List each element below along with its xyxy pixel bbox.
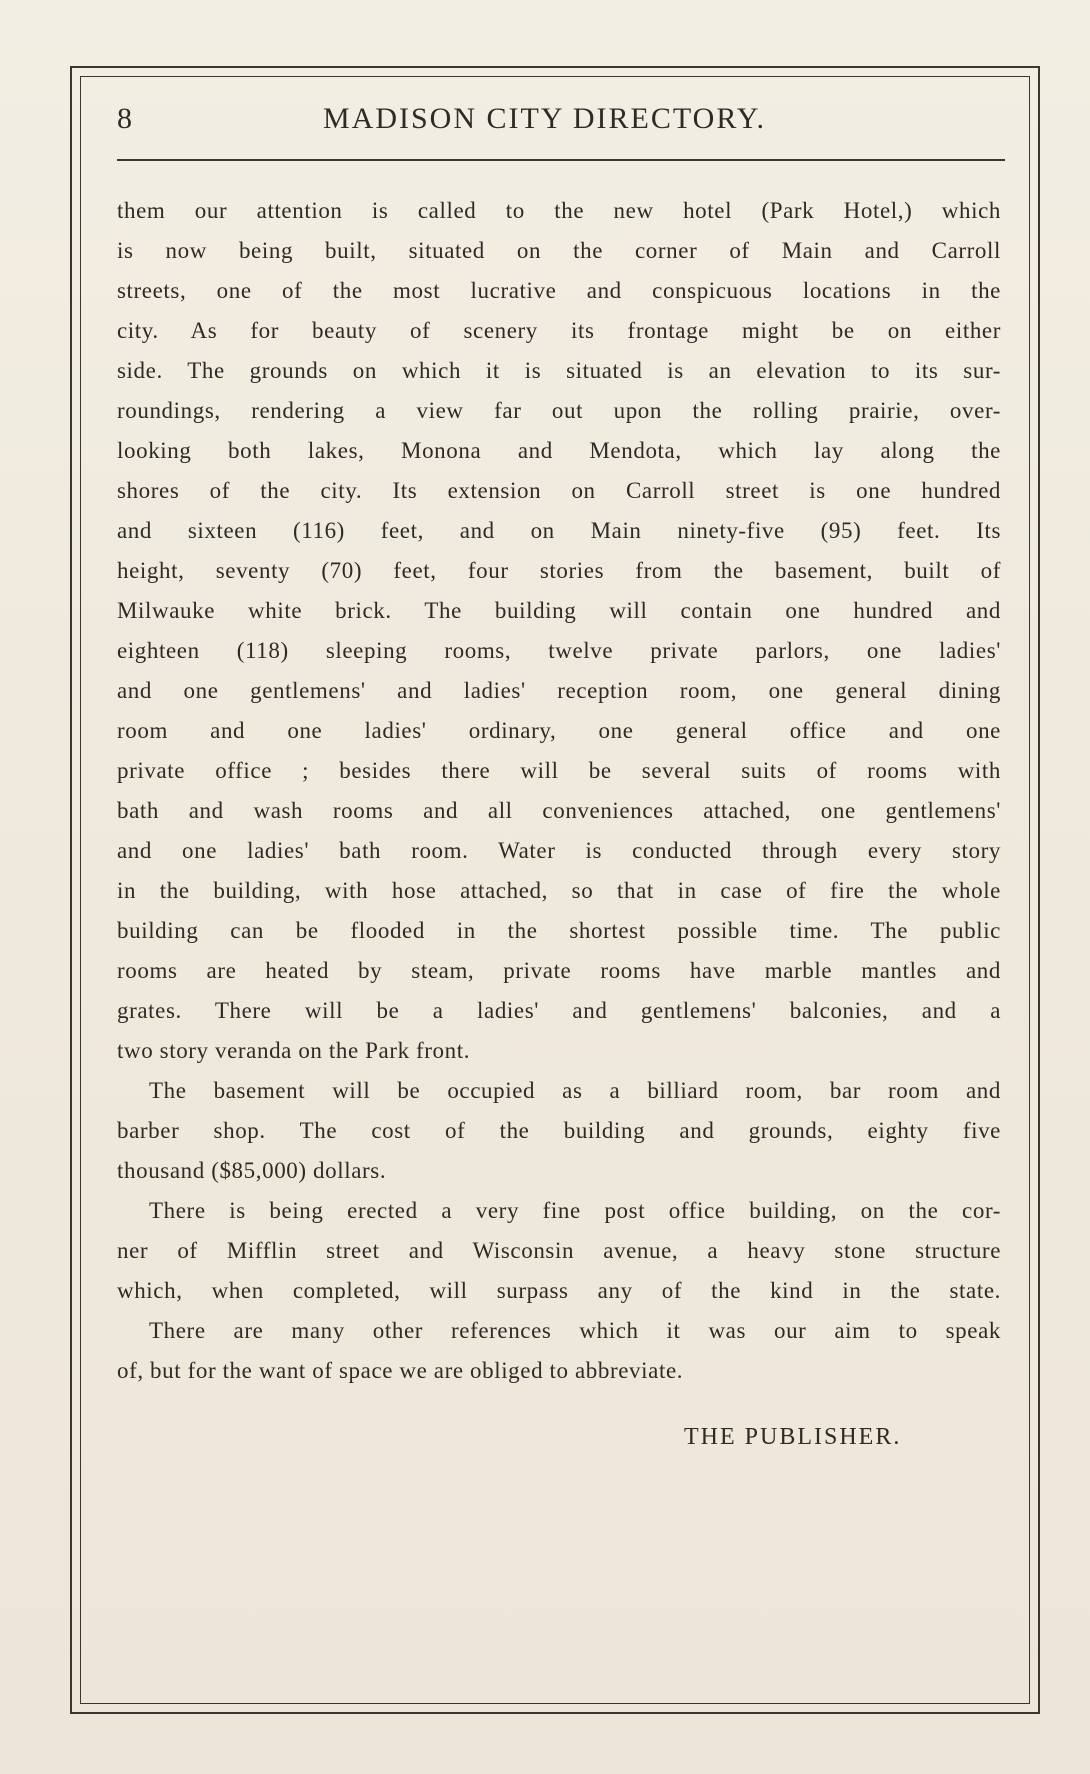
text-line: barber shop. The cost of the building and grounds, eighty five [117,1118,1001,1143]
text-line: side. The grounds on which it is situated is an elevation to its sur- [117,358,1001,383]
frame-outer-right [1038,66,1040,1714]
text-line: city. As for beauty of scenery its frontage might be on either [117,318,1001,343]
page-number: 8 [117,102,133,135]
text-line: two story veranda on the Park front. [117,1038,471,1063]
text-line: and one gentlemens' and ladies' reception room, one general dining [117,678,1001,703]
text-line: There is being erected a very fine post office building, on the cor- [149,1198,1001,1223]
body-text [117,191,1001,1391]
text-line: is now being built, situated on the corner of Main and Carroll [117,238,1001,263]
frame-inner-left [80,76,81,1704]
text-line: in the building, with hose attached, so that in case of fire the whole [117,878,1001,903]
text-line: of, but for the want of space we are obliged to abbreviate. [117,1358,684,1383]
text-line: rooms are heated by steam, private rooms have marble mantles and [117,958,1001,983]
text-line: and one ladies' bath room. Water is conducted through every story [117,838,1001,863]
text-line: height, seventy (70) feet, four stories from the basement, built of [117,558,1001,583]
text-line: Milwauke white brick. The building will contain one hundred and [117,598,1001,623]
frame-outer-top [70,66,1040,68]
text-line: bath and wash rooms and all conveniences attached, one gentlemens' [117,798,1001,823]
text-line: room and one ladies' ordinary, one general office and one [117,718,1001,743]
frame-outer-bottom [70,1712,1040,1714]
frame-inner-top [80,76,1030,77]
text-line: and sixteen (116) feet, and on Main ninety-five (95) feet. Its [117,518,1001,543]
signature: THE PUBLISHER. [684,1424,902,1450]
text-line: them our attention is called to the new hotel (Park Hotel,) which [117,198,1001,223]
text-line: ner of Mifflin street and Wisconsin avenue, a heavy stone structure [117,1238,1001,1263]
text-line: eighteen (118) sleeping rooms, twelve private parlors, one ladies' [117,638,1001,663]
page-header [117,102,1007,142]
text-line: which, when completed, will surpass any of the kind in the state. [117,1278,1001,1303]
text-line: building can be flooded in the shortest possible time. The public [117,918,1001,943]
header-rule [117,159,1005,161]
frame-inner-bottom [80,1703,1030,1704]
text-line: private office ; besides there will be several suits of rooms with [117,758,1001,783]
text-line: The basement will be occupied as a billiard room, bar room and [149,1078,1001,1103]
running-head: MADISON CITY DIRECTORY. [323,102,766,135]
text-line: streets, one of the most lucrative and conspicuous locations in the [117,278,1001,303]
text-line: looking both lakes, Monona and Mendota, which lay along the [117,438,1001,463]
text-line: thousand ($85,000) dollars. [117,1158,387,1183]
text-line: There are many other references which it was our aim to speak [149,1318,1001,1343]
text-line: roundings, rendering a view far out upon the rolling prairie, over- [117,398,1001,423]
frame-inner-right [1029,76,1030,1704]
frame-outer-left [70,66,72,1714]
text-line: grates. There will be a ladies' and gentlemens' balconies, and a [117,998,1001,1023]
text-line: shores of the city. Its extension on Carroll street is one hundred [117,478,1001,503]
